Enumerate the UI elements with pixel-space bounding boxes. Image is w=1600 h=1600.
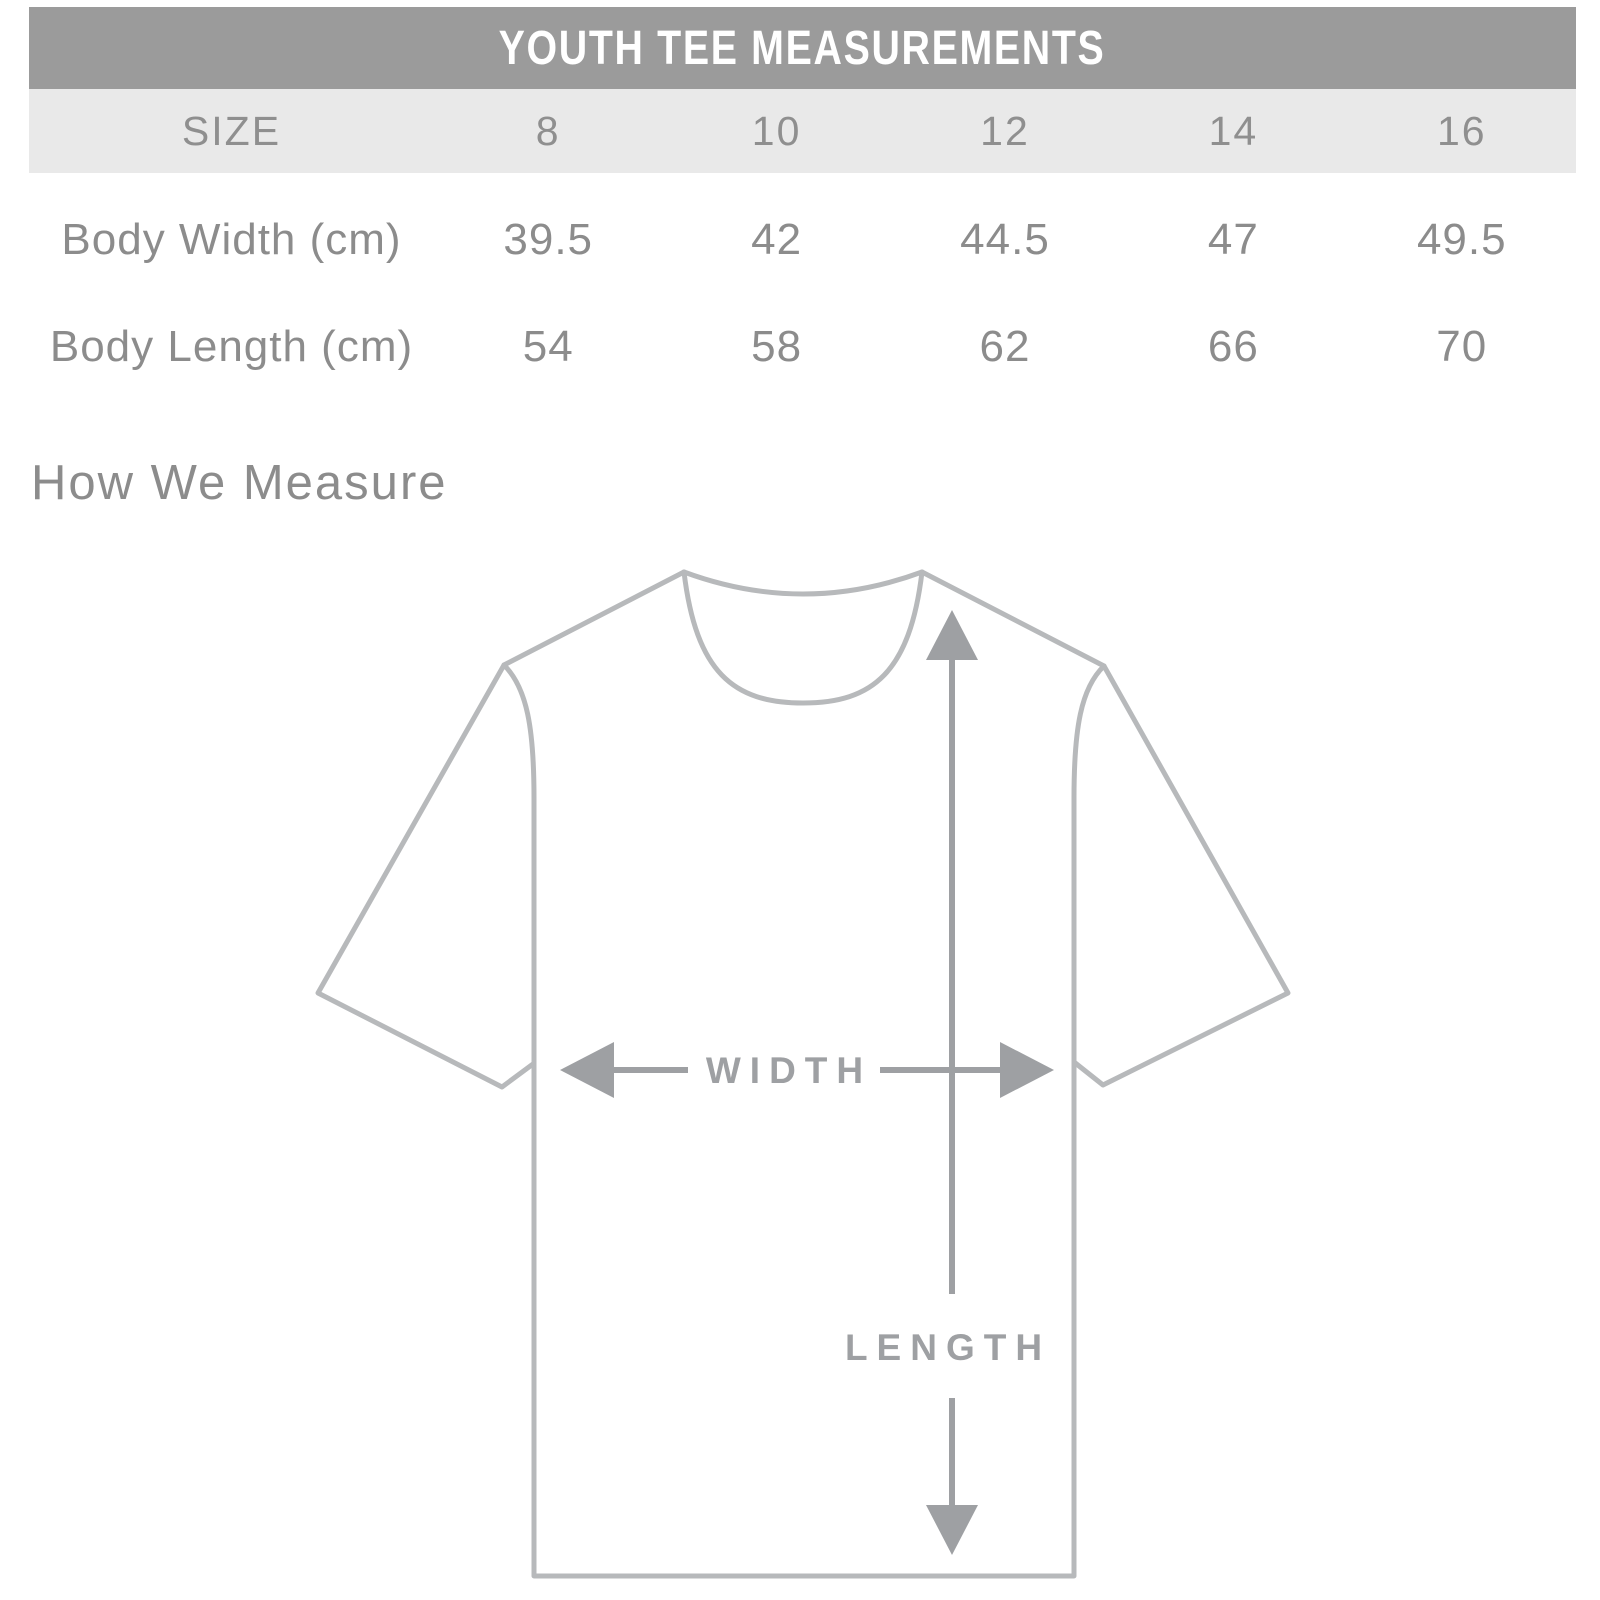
width-arrow bbox=[560, 1042, 1054, 1098]
table-title: YOUTH TEE MEASUREMENTS bbox=[499, 21, 1106, 75]
size-col-header: 10 bbox=[751, 107, 802, 154]
measurement-value: 47 bbox=[1207, 215, 1259, 264]
arrowhead-right-icon bbox=[1000, 1042, 1054, 1098]
width-label: WIDTH bbox=[705, 1050, 873, 1091]
size-col-header: 12 bbox=[980, 107, 1030, 154]
right-sleeve-outline bbox=[922, 572, 1288, 1085]
measurement-value: 58 bbox=[751, 322, 803, 371]
arrowhead-down-icon bbox=[926, 1505, 978, 1555]
measurement-value: 44.5 bbox=[960, 215, 1050, 264]
measurement-value: 62 bbox=[979, 322, 1031, 371]
size-header-label: SIZE bbox=[181, 107, 282, 154]
measurement-value: 66 bbox=[1207, 322, 1259, 371]
size-col-header: 14 bbox=[1208, 107, 1259, 154]
measurement-value: 49.5 bbox=[1416, 215, 1507, 264]
arrowhead-left-icon bbox=[560, 1042, 614, 1098]
size-col-header: 8 bbox=[535, 107, 561, 154]
body-outline bbox=[504, 665, 1104, 1576]
left-sleeve-outline bbox=[318, 572, 684, 1087]
section-heading: How We Measure bbox=[31, 456, 448, 510]
arrowhead-up-icon bbox=[926, 610, 978, 660]
length-label: LENGTH bbox=[844, 1327, 1052, 1368]
row-label: Body Width (cm) bbox=[61, 215, 402, 264]
measurement-value: 39.5 bbox=[503, 215, 594, 264]
collar-back-outline bbox=[684, 572, 922, 594]
measurement-value: 54 bbox=[522, 322, 574, 371]
row-label: Body Length (cm) bbox=[49, 322, 414, 371]
size-col-header: 16 bbox=[1436, 107, 1487, 154]
measurement-value: 42 bbox=[751, 215, 803, 264]
measurement-value: 70 bbox=[1436, 322, 1488, 371]
